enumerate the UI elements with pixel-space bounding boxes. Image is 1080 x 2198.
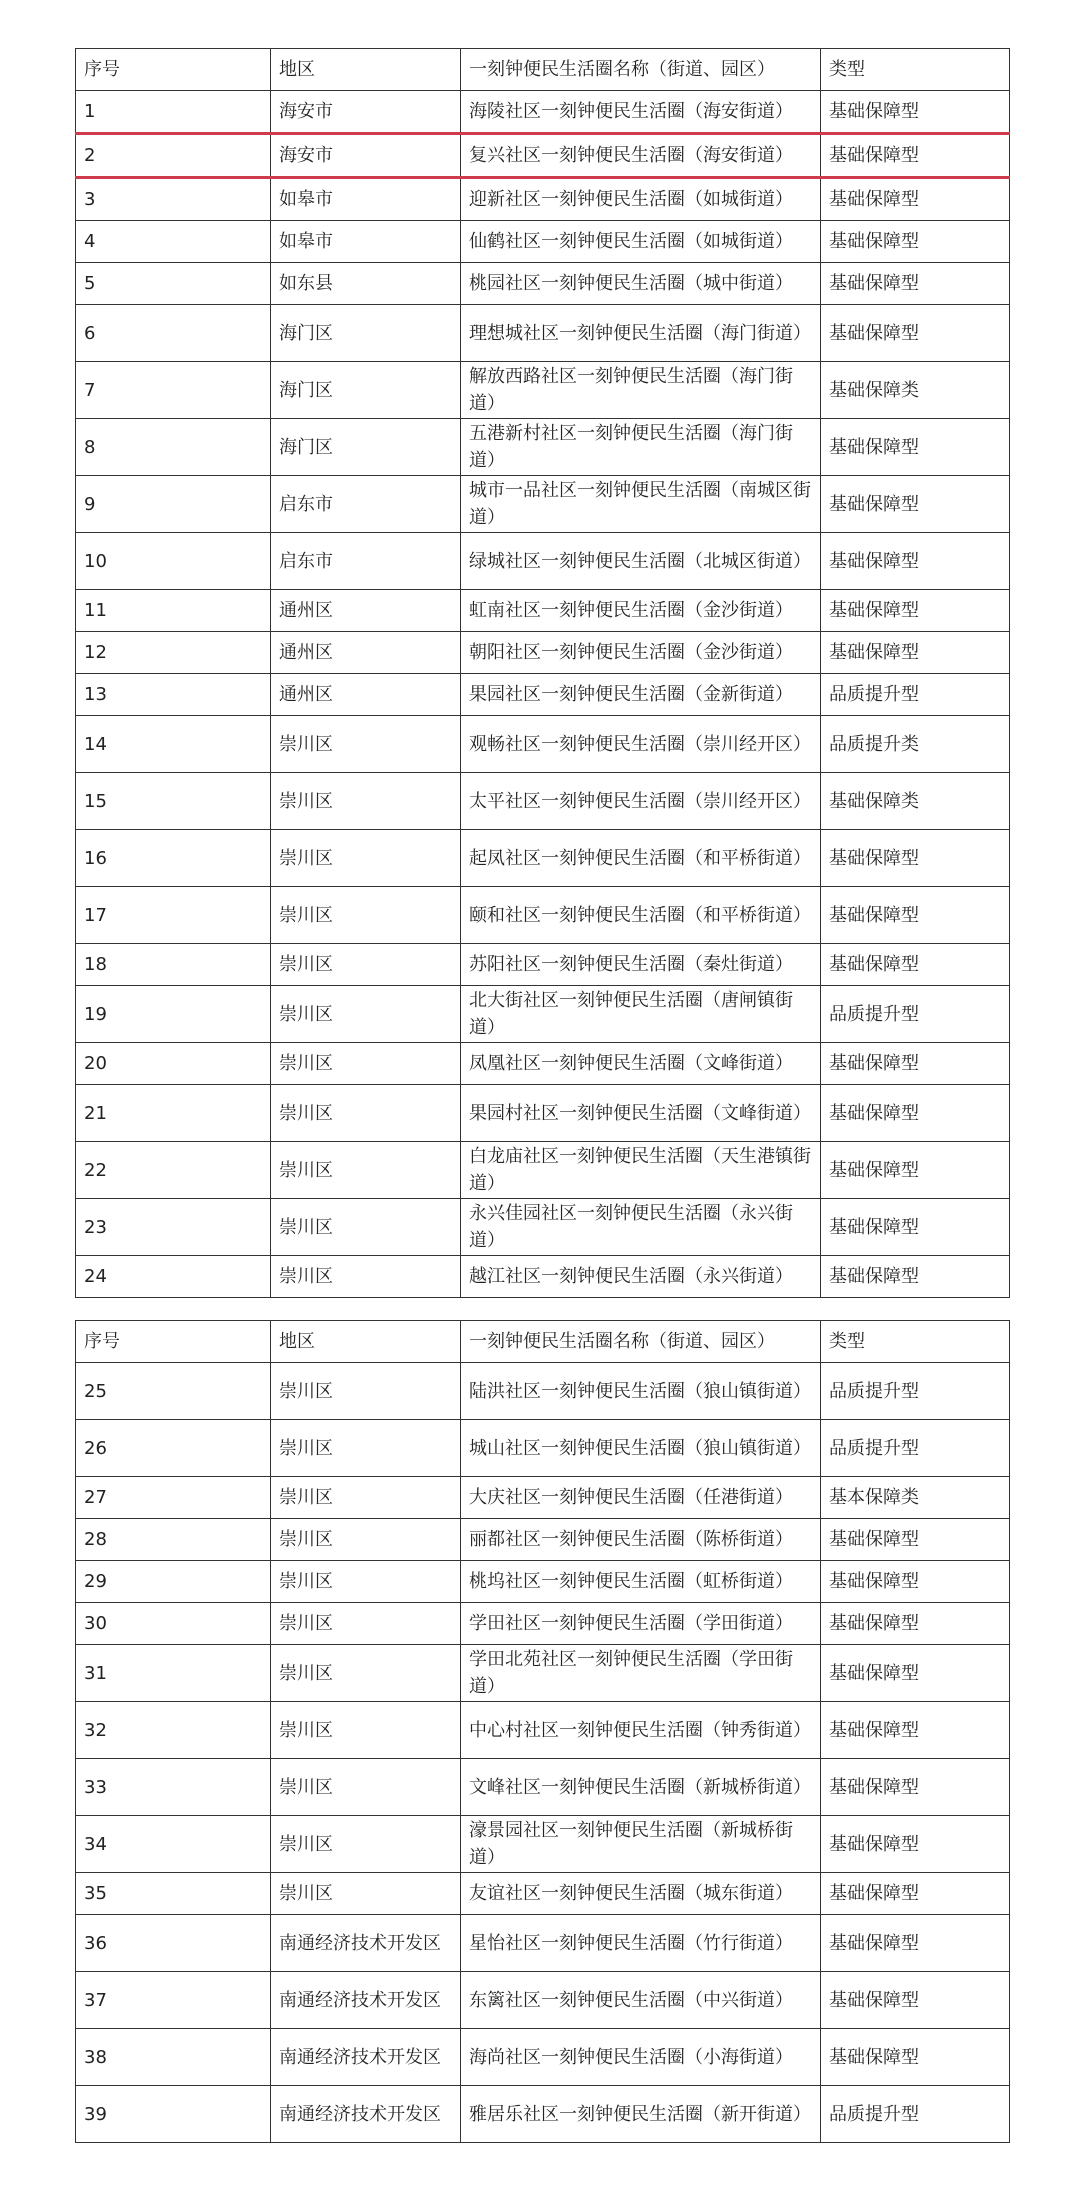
table-part-2 <box>75 1320 1010 2143</box>
cell-type: 基础保障类 <box>821 362 1010 419</box>
cell-type: 基础保障型 <box>821 1085 1010 1142</box>
table-row <box>76 476 1010 533</box>
cell-type: 基础保障型 <box>821 221 1010 263</box>
table-row <box>76 1085 1010 1142</box>
cell-name: 中心村社区一刻钟便民生活圈（钟秀街道） <box>461 1702 821 1759</box>
cell-region: 南通经济技术开发区 <box>271 1915 461 1972</box>
cell-name: 大庆社区一刻钟便民生活圈（任港街道） <box>461 1477 821 1519</box>
cell-type: 品质提升型 <box>821 674 1010 716</box>
table-row <box>76 91 1010 134</box>
cell-region: 启东市 <box>271 476 461 533</box>
cell-type: 基础保障型 <box>821 1561 1010 1603</box>
cell-type: 基础保障型 <box>821 590 1010 632</box>
cell-region: 崇川区 <box>271 1256 461 1298</box>
cell-region: 崇川区 <box>271 986 461 1043</box>
table-part-1 <box>75 48 1010 1298</box>
cell-no: 34 <box>76 1816 271 1873</box>
cell-type: 基础保障型 <box>821 1915 1010 1972</box>
cell-type: 基础保障型 <box>821 178 1010 221</box>
cell-name: 城市一品社区一刻钟便民生活圈（南城区街道） <box>461 476 821 533</box>
cell-type: 基础保障型 <box>821 1256 1010 1298</box>
cell-no: 21 <box>76 1085 271 1142</box>
cell-no: 24 <box>76 1256 271 1298</box>
cell-name: 绿城社区一刻钟便民生活圈（北城区街道） <box>461 533 821 590</box>
table-row <box>76 1702 1010 1759</box>
table-row <box>76 1363 1010 1420</box>
cell-region: 通州区 <box>271 674 461 716</box>
cell-region: 崇川区 <box>271 1363 461 1420</box>
cell-name: 果园村社区一刻钟便民生活圈（文峰街道） <box>461 1085 821 1142</box>
cell-name: 城山社区一刻钟便民生活圈（狼山镇街道） <box>461 1420 821 1477</box>
table-row <box>76 590 1010 632</box>
cell-name: 五港新村社区一刻钟便民生活圈（海门街道） <box>461 419 821 476</box>
table-row <box>76 1519 1010 1561</box>
cell-name: 解放西路社区一刻钟便民生活圈（海门街道） <box>461 362 821 419</box>
table-row <box>76 716 1010 773</box>
header-type: 类型 <box>821 49 1010 91</box>
cell-type: 基础保障型 <box>821 830 1010 887</box>
cell-region: 崇川区 <box>271 1603 461 1645</box>
cell-name: 永兴佳园社区一刻钟便民生活圈（永兴街道） <box>461 1199 821 1256</box>
cell-no: 16 <box>76 830 271 887</box>
cell-name: 复兴社区一刻钟便民生活圈（海安街道） <box>461 134 821 178</box>
cell-no: 15 <box>76 773 271 830</box>
cell-type: 基础保障型 <box>821 944 1010 986</box>
cell-name: 丽都社区一刻钟便民生活圈（陈桥街道） <box>461 1519 821 1561</box>
header-name: 一刻钟便民生活圈名称（街道、园区） <box>461 1321 821 1363</box>
cell-region: 崇川区 <box>271 1645 461 1702</box>
cell-name: 北大街社区一刻钟便民生活圈（唐闸镇街道） <box>461 986 821 1043</box>
cell-region: 海门区 <box>271 362 461 419</box>
header-no: 序号 <box>76 49 271 91</box>
cell-type: 品质提升类 <box>821 716 1010 773</box>
cell-region: 崇川区 <box>271 830 461 887</box>
table-row <box>76 178 1010 221</box>
cell-name: 果园社区一刻钟便民生活圈（金新街道） <box>461 674 821 716</box>
cell-region: 如皋市 <box>271 221 461 263</box>
table-row <box>76 2086 1010 2143</box>
table-header-row <box>76 49 1010 91</box>
cell-type: 基础保障型 <box>821 91 1010 134</box>
cell-name: 陆洪社区一刻钟便民生活圈（狼山镇街道） <box>461 1363 821 1420</box>
cell-region: 崇川区 <box>271 1561 461 1603</box>
cell-name: 桃园社区一刻钟便民生活圈（城中街道） <box>461 263 821 305</box>
cell-region: 崇川区 <box>271 1085 461 1142</box>
table-row <box>76 1477 1010 1519</box>
cell-name: 起凤社区一刻钟便民生活圈（和平桥街道） <box>461 830 821 887</box>
table-row <box>76 1561 1010 1603</box>
cell-name: 白龙庙社区一刻钟便民生活圈（天生港镇街道） <box>461 1142 821 1199</box>
table-row <box>76 1199 1010 1256</box>
cell-no: 5 <box>76 263 271 305</box>
cell-type: 品质提升型 <box>821 1363 1010 1420</box>
cell-no: 17 <box>76 887 271 944</box>
cell-name: 理想城社区一刻钟便民生活圈（海门街道） <box>461 305 821 362</box>
cell-no: 8 <box>76 419 271 476</box>
cell-type: 品质提升型 <box>821 2086 1010 2143</box>
cell-type: 基础保障型 <box>821 1816 1010 1873</box>
cell-type: 基础保障型 <box>821 1702 1010 1759</box>
cell-name: 观畅社区一刻钟便民生活圈（崇川经开区） <box>461 716 821 773</box>
cell-region: 崇川区 <box>271 1420 461 1477</box>
cell-no: 29 <box>76 1561 271 1603</box>
cell-no: 39 <box>76 2086 271 2143</box>
table-row <box>76 1759 1010 1816</box>
cell-no: 35 <box>76 1873 271 1915</box>
table-row <box>76 887 1010 944</box>
table-row <box>76 674 1010 716</box>
cell-region: 崇川区 <box>271 773 461 830</box>
cell-name: 海尚社区一刻钟便民生活圈（小海街道） <box>461 2029 821 2086</box>
cell-no: 6 <box>76 305 271 362</box>
cell-type: 基础保障型 <box>821 134 1010 178</box>
cell-name: 海陵社区一刻钟便民生活圈（海安街道） <box>461 91 821 134</box>
cell-region: 崇川区 <box>271 716 461 773</box>
cell-region: 崇川区 <box>271 1043 461 1085</box>
table-row-highlighted <box>76 134 1010 178</box>
table-row <box>76 1142 1010 1199</box>
cell-name: 学田社区一刻钟便民生活圈（学田街道） <box>461 1603 821 1645</box>
cell-name: 苏阳社区一刻钟便民生活圈（秦灶街道） <box>461 944 821 986</box>
cell-no: 31 <box>76 1645 271 1702</box>
cell-name: 濠景园社区一刻钟便民生活圈（新城桥街道） <box>461 1816 821 1873</box>
cell-name: 友谊社区一刻钟便民生活圈（城东街道） <box>461 1873 821 1915</box>
cell-name: 雅居乐社区一刻钟便民生活圈（新开街道） <box>461 2086 821 2143</box>
cell-no: 32 <box>76 1702 271 1759</box>
cell-name: 学田北苑社区一刻钟便民生活圈（学田街道） <box>461 1645 821 1702</box>
table-row <box>76 773 1010 830</box>
cell-no: 3 <box>76 178 271 221</box>
cell-region: 海门区 <box>271 419 461 476</box>
cell-region: 海安市 <box>271 91 461 134</box>
cell-type: 基础保障型 <box>821 1603 1010 1645</box>
cell-type: 基础保障型 <box>821 533 1010 590</box>
cell-no: 23 <box>76 1199 271 1256</box>
cell-region: 崇川区 <box>271 1142 461 1199</box>
cell-name: 东篱社区一刻钟便民生活圈（中兴街道） <box>461 1972 821 2029</box>
cell-no: 10 <box>76 533 271 590</box>
cell-type: 基础保障型 <box>821 1972 1010 2029</box>
cell-no: 14 <box>76 716 271 773</box>
table-row <box>76 1873 1010 1915</box>
header-region: 地区 <box>271 49 461 91</box>
cell-region: 崇川区 <box>271 944 461 986</box>
cell-type: 基础保障型 <box>821 1199 1010 1256</box>
cell-type: 基础保障型 <box>821 476 1010 533</box>
cell-type: 品质提升型 <box>821 1420 1010 1477</box>
table-row <box>76 263 1010 305</box>
header-name: 一刻钟便民生活圈名称（街道、园区） <box>461 49 821 91</box>
cell-region: 崇川区 <box>271 1702 461 1759</box>
cell-type: 基础保障型 <box>821 632 1010 674</box>
table-row <box>76 1420 1010 1477</box>
cell-no: 12 <box>76 632 271 674</box>
table-row <box>76 1645 1010 1702</box>
cell-no: 1 <box>76 91 271 134</box>
cell-no: 11 <box>76 590 271 632</box>
table-row <box>76 1816 1010 1873</box>
cell-no: 25 <box>76 1363 271 1420</box>
cell-region: 南通经济技术开发区 <box>271 2086 461 2143</box>
header-region: 地区 <box>271 1321 461 1363</box>
table-row <box>76 1915 1010 1972</box>
cell-no: 28 <box>76 1519 271 1561</box>
header-no: 序号 <box>76 1321 271 1363</box>
cell-name: 迎新社区一刻钟便民生活圈（如城街道） <box>461 178 821 221</box>
cell-no: 33 <box>76 1759 271 1816</box>
table-row <box>76 1603 1010 1645</box>
cell-region: 如东县 <box>271 263 461 305</box>
cell-name: 文峰社区一刻钟便民生活圈（新城桥街道） <box>461 1759 821 1816</box>
table-header-row <box>76 1321 1010 1363</box>
cell-no: 30 <box>76 1603 271 1645</box>
table-row <box>76 986 1010 1043</box>
table-row <box>76 362 1010 419</box>
table-row <box>76 1256 1010 1298</box>
cell-name: 仙鹤社区一刻钟便民生活圈（如城街道） <box>461 221 821 263</box>
cell-type: 基础保障型 <box>821 1645 1010 1702</box>
cell-region: 崇川区 <box>271 1873 461 1915</box>
cell-type: 基础保障型 <box>821 1759 1010 1816</box>
table-row <box>76 1043 1010 1085</box>
cell-region: 启东市 <box>271 533 461 590</box>
cell-no: 37 <box>76 1972 271 2029</box>
cell-region: 海安市 <box>271 134 461 178</box>
cell-no: 9 <box>76 476 271 533</box>
cell-no: 36 <box>76 1915 271 1972</box>
table-row <box>76 2029 1010 2086</box>
header-type: 类型 <box>821 1321 1010 1363</box>
table-row <box>76 221 1010 263</box>
cell-type: 基础保障型 <box>821 887 1010 944</box>
cell-type: 品质提升型 <box>821 986 1010 1043</box>
cell-name: 虹南社区一刻钟便民生活圈（金沙街道） <box>461 590 821 632</box>
cell-no: 4 <box>76 221 271 263</box>
cell-region: 崇川区 <box>271 1477 461 1519</box>
cell-name: 颐和社区一刻钟便民生活圈（和平桥街道） <box>461 887 821 944</box>
table-row <box>76 944 1010 986</box>
cell-type: 基础保障型 <box>821 1142 1010 1199</box>
cell-type: 基础保障型 <box>821 1519 1010 1561</box>
cell-no: 38 <box>76 2029 271 2086</box>
cell-no: 22 <box>76 1142 271 1199</box>
cell-no: 26 <box>76 1420 271 1477</box>
cell-name: 朝阳社区一刻钟便民生活圈（金沙街道） <box>461 632 821 674</box>
cell-region: 崇川区 <box>271 887 461 944</box>
cell-region: 崇川区 <box>271 1519 461 1561</box>
cell-type: 基础保障型 <box>821 419 1010 476</box>
cell-no: 19 <box>76 986 271 1043</box>
cell-type: 基础保障型 <box>821 1043 1010 1085</box>
cell-no: 2 <box>76 134 271 178</box>
cell-type: 基础保障型 <box>821 2029 1010 2086</box>
table-row <box>76 305 1010 362</box>
cell-region: 崇川区 <box>271 1759 461 1816</box>
cell-name: 星怡社区一刻钟便民生活圈（竹行街道） <box>461 1915 821 1972</box>
cell-name: 凤凰社区一刻钟便民生活圈（文峰街道） <box>461 1043 821 1085</box>
cell-region: 崇川区 <box>271 1816 461 1873</box>
cell-type: 基础保障型 <box>821 1873 1010 1915</box>
cell-type: 基础保障型 <box>821 305 1010 362</box>
cell-no: 13 <box>76 674 271 716</box>
cell-region: 崇川区 <box>271 1199 461 1256</box>
table-row <box>76 830 1010 887</box>
table-row <box>76 419 1010 476</box>
cell-no: 7 <box>76 362 271 419</box>
table-row <box>76 1972 1010 2029</box>
cell-region: 南通经济技术开发区 <box>271 2029 461 2086</box>
table-row <box>76 533 1010 590</box>
cell-type: 基础保障型 <box>821 263 1010 305</box>
cell-region: 南通经济技术开发区 <box>271 1972 461 2029</box>
cell-region: 如皋市 <box>271 178 461 221</box>
cell-no: 18 <box>76 944 271 986</box>
cell-no: 27 <box>76 1477 271 1519</box>
cell-name: 太平社区一刻钟便民生活圈（崇川经开区） <box>461 773 821 830</box>
cell-type: 基本保障类 <box>821 1477 1010 1519</box>
cell-region: 通州区 <box>271 590 461 632</box>
cell-name: 桃坞社区一刻钟便民生活圈（虹桥街道） <box>461 1561 821 1603</box>
table-row <box>76 632 1010 674</box>
cell-type: 基础保障类 <box>821 773 1010 830</box>
cell-no: 20 <box>76 1043 271 1085</box>
cell-region: 通州区 <box>271 632 461 674</box>
cell-region: 海门区 <box>271 305 461 362</box>
cell-name: 越江社区一刻钟便民生活圈（永兴街道） <box>461 1256 821 1298</box>
